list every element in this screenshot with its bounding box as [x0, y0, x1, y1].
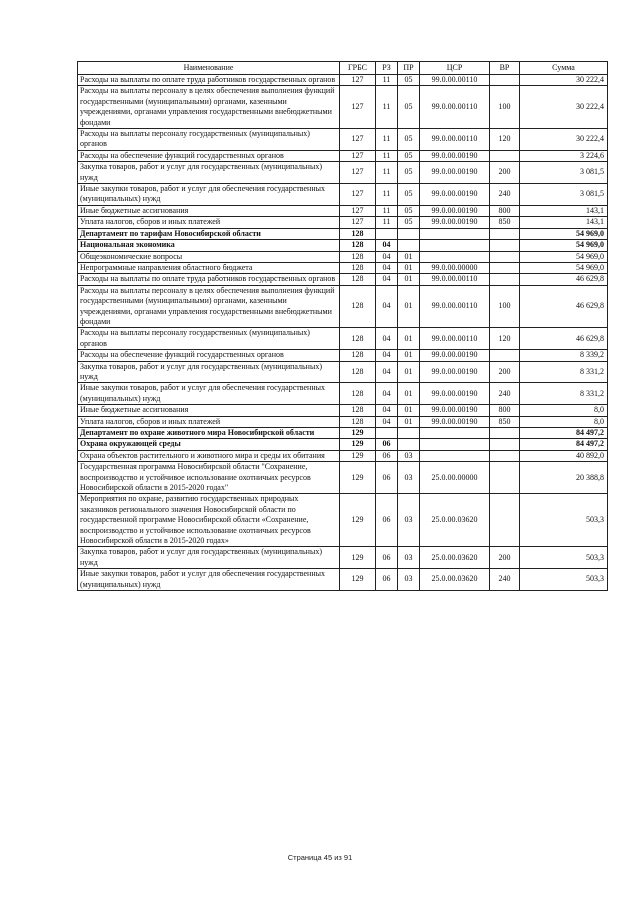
row-csr: 25.0.00.03620: [420, 569, 490, 591]
page-number: Страница 45 из 91: [287, 853, 353, 862]
row-sum: 54 969,0: [520, 251, 608, 262]
row-pr: 03: [398, 462, 420, 494]
row-rz: 04: [376, 383, 398, 405]
row-csr: 99.0.00.00190: [420, 184, 490, 206]
row-vr: [490, 75, 520, 86]
row-name: Иные закупки товаров, работ и услуг для обеспечения государственных (муниципальных) нужд: [78, 383, 340, 405]
row-pr: 05: [398, 75, 420, 86]
row-rz: 11: [376, 150, 398, 161]
row-vr: [490, 450, 520, 461]
row-sum: 30 222,4: [520, 86, 608, 129]
row-rz: 04: [376, 274, 398, 285]
row-name: Закупка товаров, работ и услуг для государственных (муниципальных) нужд: [78, 547, 340, 569]
row-pr: 05: [398, 86, 420, 129]
row-csr: [420, 428, 490, 439]
row-rz: 06: [376, 462, 398, 494]
header-pr: ПР: [398, 62, 420, 75]
row-rz: 04: [376, 328, 398, 350]
row-vr: [490, 240, 520, 251]
row-pr: 01: [398, 262, 420, 273]
row-sum: 54 969,0: [520, 228, 608, 239]
row-grbs: 128: [340, 274, 376, 285]
row-name: Уплата налогов, сборов и иных платежей: [78, 416, 340, 427]
row-pr: 01: [398, 383, 420, 405]
row-csr: 25.0.00.00000: [420, 462, 490, 494]
row-name: Общеэкономические вопросы: [78, 251, 340, 262]
table-row: [78, 416, 608, 427]
row-name: Национальная экономика: [78, 240, 340, 251]
row-csr: 25.0.00.03620: [420, 547, 490, 569]
table-row: [78, 262, 608, 273]
row-grbs: 128: [340, 251, 376, 262]
row-vr: 850: [490, 416, 520, 427]
row-sum: 8 331,2: [520, 361, 608, 383]
row-pr: 01: [398, 328, 420, 350]
row-csr: 99.0.00.00190: [420, 383, 490, 405]
row-vr: [490, 262, 520, 273]
row-vr: 100: [490, 285, 520, 328]
table-row: [78, 428, 608, 439]
row-sum: 3 081,5: [520, 184, 608, 206]
row-pr: 01: [398, 405, 420, 416]
row-grbs: 127: [340, 205, 376, 216]
row-sum: 8 339,2: [520, 350, 608, 361]
row-grbs: 128: [340, 405, 376, 416]
row-rz: 06: [376, 547, 398, 569]
row-grbs: 129: [340, 569, 376, 591]
row-vr: 120: [490, 328, 520, 350]
row-grbs: 128: [340, 228, 376, 239]
row-vr: 200: [490, 361, 520, 383]
row-rz: 11: [376, 162, 398, 184]
table-row: [78, 569, 608, 591]
table-row: [78, 251, 608, 262]
row-vr: 850: [490, 217, 520, 228]
row-pr: 05: [398, 162, 420, 184]
row-grbs: 128: [340, 416, 376, 427]
row-name: Департамент по тарифам Новосибирской области: [78, 228, 340, 239]
row-name: Иные бюджетные ассигнования: [78, 405, 340, 416]
row-grbs: 129: [340, 547, 376, 569]
row-csr: 99.0.00.00110: [420, 86, 490, 129]
row-sum: 46 629,8: [520, 328, 608, 350]
row-pr: 05: [398, 205, 420, 216]
table-row: [78, 150, 608, 161]
row-pr: 01: [398, 350, 420, 361]
header-rz: РЗ: [376, 62, 398, 75]
row-name: Непрограммные направления областного бюджета: [78, 262, 340, 273]
row-sum: 503,3: [520, 569, 608, 591]
row-vr: 240: [490, 383, 520, 405]
row-pr: 05: [398, 217, 420, 228]
row-csr: 99.0.00.00110: [420, 274, 490, 285]
row-rz: 11: [376, 184, 398, 206]
row-rz: [376, 228, 398, 239]
table-row: [78, 162, 608, 184]
row-vr: [490, 350, 520, 361]
table-row: [78, 439, 608, 450]
row-sum: 503,3: [520, 547, 608, 569]
row-sum: 503,3: [520, 494, 608, 547]
row-name: Государственная программа Новосибирской области "Сохранение, воспроизводство и устойчивое использование охотничьих ресурсов Новосибирской области в 2015-2020 годах": [78, 462, 340, 494]
header-csr: ЦСР: [420, 62, 490, 75]
row-pr: 03: [398, 547, 420, 569]
header-sum: Сумма: [520, 62, 608, 75]
row-grbs: 127: [340, 150, 376, 161]
row-vr: 200: [490, 547, 520, 569]
table-row: [78, 205, 608, 216]
header-vr: ВР: [490, 62, 520, 75]
row-grbs: 128: [340, 328, 376, 350]
row-csr: 25.0.00.03620: [420, 494, 490, 547]
row-sum: 8 331,2: [520, 383, 608, 405]
row-name: Уплата налогов, сборов и иных платежей: [78, 217, 340, 228]
row-sum: 8,0: [520, 405, 608, 416]
table-row: [78, 75, 608, 86]
row-name: Расходы на выплаты персоналу в целях обеспечения выполнения функций государственными (муниципальными) органами, казенными учреждениями, органами управления государственными внебюджетными фондами: [78, 285, 340, 328]
row-name: Расходы на выплаты по оплате труда работников государственных органов: [78, 274, 340, 285]
table-row: [78, 494, 608, 547]
row-rz: 04: [376, 251, 398, 262]
row-sum: 8,0: [520, 416, 608, 427]
row-sum: 54 969,0: [520, 240, 608, 251]
row-rz: 04: [376, 405, 398, 416]
row-pr: 05: [398, 184, 420, 206]
row-name: Расходы на обеспечение функций государственных органов: [78, 150, 340, 161]
header-grbs: ГРБС: [340, 62, 376, 75]
row-rz: 11: [376, 205, 398, 216]
row-name: Расходы на выплаты персоналу в целях обеспечения выполнения функций государственными (муниципальными) органами, казенными учреждениями, органами управления государственными внебюджетными фондами: [78, 86, 340, 129]
table-row: [78, 240, 608, 251]
row-rz: 06: [376, 450, 398, 461]
row-sum: 20 388,8: [520, 462, 608, 494]
row-rz: 11: [376, 129, 398, 151]
row-vr: [490, 494, 520, 547]
row-pr: [398, 228, 420, 239]
row-sum: 54 969,0: [520, 262, 608, 273]
row-csr: 99.0.00.00110: [420, 285, 490, 328]
row-name: Расходы на выплаты по оплате труда работников государственных органов: [78, 75, 340, 86]
row-csr: [420, 240, 490, 251]
row-vr: 120: [490, 129, 520, 151]
table-row: [78, 405, 608, 416]
row-sum: 46 629,8: [520, 274, 608, 285]
table-row: [78, 285, 608, 328]
row-vr: [490, 439, 520, 450]
row-grbs: 127: [340, 129, 376, 151]
row-grbs: 129: [340, 450, 376, 461]
row-grbs: 127: [340, 184, 376, 206]
row-pr: [398, 439, 420, 450]
row-name: Иные бюджетные ассигнования: [78, 205, 340, 216]
table-row: [78, 217, 608, 228]
row-rz: 04: [376, 350, 398, 361]
row-name: Департамент по охране животного мира Новосибирской области: [78, 428, 340, 439]
row-csr: 99.0.00.00110: [420, 129, 490, 151]
table-row: [78, 547, 608, 569]
row-sum: 30 222,4: [520, 75, 608, 86]
row-pr: 01: [398, 416, 420, 427]
row-rz: 04: [376, 361, 398, 383]
row-name: Охрана окружающей среды: [78, 439, 340, 450]
table-row: [78, 361, 608, 383]
row-rz: 04: [376, 262, 398, 273]
row-vr: [490, 251, 520, 262]
row-rz: 06: [376, 439, 398, 450]
row-sum: 84 497,2: [520, 439, 608, 450]
row-pr: 01: [398, 285, 420, 328]
row-csr: [420, 228, 490, 239]
row-csr: [420, 251, 490, 262]
row-grbs: 127: [340, 162, 376, 184]
row-csr: 99.0.00.00190: [420, 361, 490, 383]
row-name: Расходы на обеспечение функций государственных органов: [78, 350, 340, 361]
row-vr: [490, 462, 520, 494]
row-pr: 03: [398, 569, 420, 591]
document-page: [77, 61, 607, 591]
table-row: [78, 383, 608, 405]
row-rz: 11: [376, 86, 398, 129]
row-grbs: 128: [340, 262, 376, 273]
table-row: [78, 184, 608, 206]
row-pr: 01: [398, 361, 420, 383]
row-grbs: 129: [340, 494, 376, 547]
row-rz: 04: [376, 285, 398, 328]
row-name: Иные закупки товаров, работ и услуг для обеспечения государственных (муниципальных) нужд: [78, 569, 340, 591]
row-rz: 06: [376, 494, 398, 547]
row-vr: 800: [490, 205, 520, 216]
row-pr: 05: [398, 150, 420, 161]
row-vr: [490, 428, 520, 439]
row-csr: 99.0.00.00000: [420, 262, 490, 273]
row-vr: 100: [490, 86, 520, 129]
row-vr: [490, 150, 520, 161]
row-csr: 99.0.00.00190: [420, 205, 490, 216]
row-rz: 04: [376, 240, 398, 251]
row-rz: 06: [376, 569, 398, 591]
table-row: [78, 129, 608, 151]
row-vr: 800: [490, 405, 520, 416]
row-csr: 99.0.00.00190: [420, 416, 490, 427]
row-csr: 99.0.00.00190: [420, 405, 490, 416]
row-name: Расходы на выплаты персоналу государственных (муниципальных) органов: [78, 129, 340, 151]
row-pr: 01: [398, 251, 420, 262]
row-name: Расходы на выплаты персоналу государственных (муниципальных) органов: [78, 328, 340, 350]
row-vr: [490, 228, 520, 239]
row-sum: 3 081,5: [520, 162, 608, 184]
row-name: Мероприятия по охране, развитию государственных природных заказников регионального значения Новосибирской области по государственной программе Новосибирской области «Сохранение, воспроизводство и устойчивое использование охотничьих ресурсов Новосибирской области в 2015-2020 годах»: [78, 494, 340, 547]
row-csr: 99.0.00.00190: [420, 217, 490, 228]
row-csr: 99.0.00.00190: [420, 350, 490, 361]
row-pr: [398, 428, 420, 439]
row-grbs: 128: [340, 240, 376, 251]
row-name: Иные закупки товаров, работ и услуг для обеспечения государственных (муниципальных) нужд: [78, 184, 340, 206]
row-vr: [490, 274, 520, 285]
table-row: [78, 462, 608, 494]
row-grbs: 128: [340, 350, 376, 361]
row-vr: 240: [490, 569, 520, 591]
row-pr: 05: [398, 129, 420, 151]
row-grbs: 129: [340, 439, 376, 450]
row-name: Охрана объектов растительного и животного мира и среды их обитания: [78, 450, 340, 461]
row-csr: [420, 450, 490, 461]
row-pr: 03: [398, 450, 420, 461]
row-csr: 99.0.00.00110: [420, 75, 490, 86]
row-pr: 03: [398, 494, 420, 547]
table-header-row: [78, 62, 608, 75]
table-row: [78, 86, 608, 129]
row-csr: 99.0.00.00190: [420, 150, 490, 161]
table-row: [78, 450, 608, 461]
row-rz: [376, 428, 398, 439]
table-row: [78, 328, 608, 350]
row-grbs: 127: [340, 86, 376, 129]
row-vr: 200: [490, 162, 520, 184]
row-grbs: 128: [340, 361, 376, 383]
row-sum: 143,1: [520, 205, 608, 216]
row-rz: 04: [376, 416, 398, 427]
row-pr: 01: [398, 274, 420, 285]
row-sum: 143,1: [520, 217, 608, 228]
row-rz: 11: [376, 217, 398, 228]
table-row: [78, 350, 608, 361]
row-grbs: 127: [340, 217, 376, 228]
table-row: [78, 228, 608, 239]
row-grbs: 128: [340, 383, 376, 405]
header-name: Наименование: [78, 62, 340, 75]
row-grbs: 129: [340, 428, 376, 439]
row-sum: 40 892,0: [520, 450, 608, 461]
row-name: Закупка товаров, работ и услуг для государственных (муниципальных) нужд: [78, 162, 340, 184]
row-csr: 99.0.00.00190: [420, 162, 490, 184]
row-vr: 240: [490, 184, 520, 206]
row-csr: 99.0.00.00110: [420, 328, 490, 350]
row-pr: [398, 240, 420, 251]
table-row: [78, 274, 608, 285]
row-sum: 84 497,2: [520, 428, 608, 439]
row-sum: 3 224,6: [520, 150, 608, 161]
row-sum: 30 222,4: [520, 129, 608, 151]
budget-table: [77, 61, 608, 591]
row-name: Закупка товаров, работ и услуг для государственных (муниципальных) нужд: [78, 361, 340, 383]
row-grbs: 127: [340, 75, 376, 86]
row-grbs: 128: [340, 285, 376, 328]
row-grbs: 129: [340, 462, 376, 494]
row-csr: [420, 439, 490, 450]
row-rz: 11: [376, 75, 398, 86]
row-sum: 46 629,8: [520, 285, 608, 328]
